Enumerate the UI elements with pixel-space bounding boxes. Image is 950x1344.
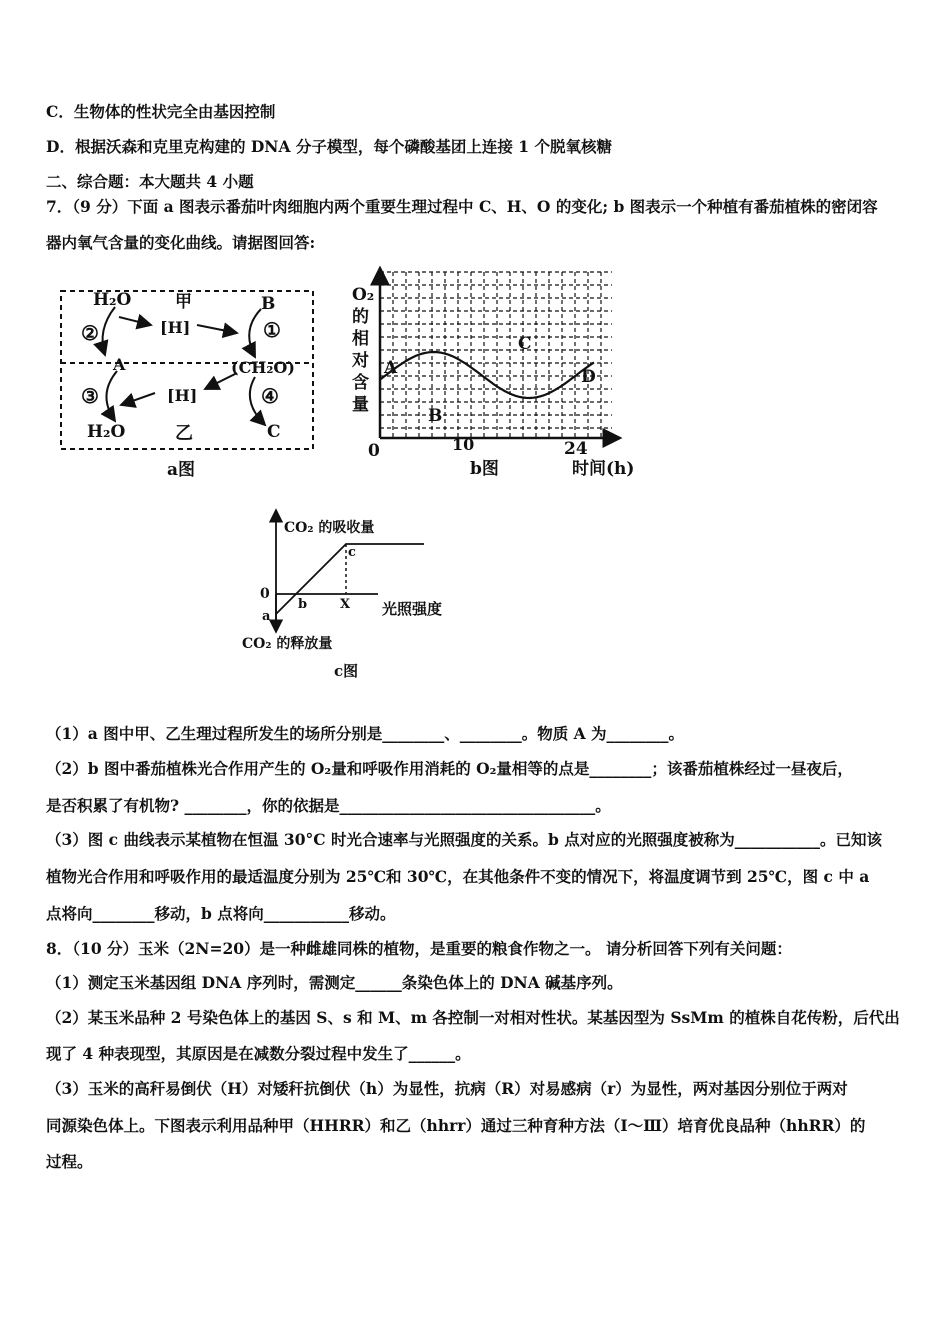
fig-a-h2o-top: H₂O: [93, 290, 132, 310]
q7-part-3-line-2: 植物光合作用和呼吸作用的最适温度分别为 25℃和 30℃，在其他条件不变的情况下，将温度调节到 25℃，图 c 中 a: [46, 867, 870, 886]
fig-b-ylabel-2: 的: [352, 307, 369, 327]
fig-a-arrow-ch2o-h: [205, 373, 237, 389]
fig-b-point-d: D: [581, 367, 596, 387]
fig-c-origin: 0: [260, 586, 270, 602]
fig-c-point-a: a: [262, 609, 271, 624]
q7-part-3-line-1: （3）图 c 曲线表示某植物在恒温 30°C 时光合速率与光照强度的关系。b 点对应的光照强度被称为___________。已知该: [46, 830, 882, 849]
fig-a-arrow-a-h2o: [106, 371, 117, 421]
fig-b-tick-24: 24: [564, 439, 588, 459]
fig-b-point-b: B: [428, 406, 443, 426]
fig-a-h-bottom: [H]: [167, 386, 198, 405]
fig-a-jia: 甲: [175, 292, 192, 312]
fig-b-point-c: C: [518, 334, 532, 354]
q7-stem-line-1: 7．（9 分）下面 a 图表示番茄叶肉细胞内两个重要生理过程中 C、H、O 的变化; b 图表示一个种植有番茄植株的密闭容: [46, 197, 878, 216]
fig-a-b: B: [261, 294, 276, 314]
fig-a-h-top: [H]: [160, 318, 191, 337]
option-d: D．根据沃森和克里克构建的 DNA 分子模型，每个磷酸基团上连接 1 个脱氧核糖: [46, 137, 612, 156]
q8-stem: 8．（10 分）玉米（2N=20）是一种雌雄同株的植物，是重要的粮食作物之一。 请分析回答下列有关问题：: [46, 939, 792, 958]
fig-b-ylabel-4: 对: [352, 351, 369, 371]
fig-a-n2: ②: [81, 321, 99, 345]
q8-part-1: （1）测定玉米基因组 DNA 序列时，需测定______条染色体上的 DNA 碱基序列。: [46, 973, 623, 992]
q8-part-2-line-1: （2）某玉米品种 2 号染色体上的基因 S、s 和 M、m 各控制一对相对性状。某基因型为 SsMm 的植株自花传粉，后代出: [46, 1008, 900, 1027]
fig-b-ylabel-6: 量: [352, 395, 369, 415]
fig-a-yi: 乙: [175, 423, 193, 444]
q8-part-3-line-1: （3）玉米的高秆易倒伏（H）对矮秆抗倒伏（h）为显性，抗病（R）对易感病（r）为显性，两对基因分别位于两对: [46, 1079, 848, 1098]
fig-a-arrow-h2o-h: [119, 317, 151, 325]
fig-b-ylabel-1: O₂: [352, 285, 375, 305]
fig-c-point-c: c: [348, 545, 356, 560]
fig-b-origin: 0: [368, 441, 380, 461]
fig-c-caption: c图: [334, 662, 359, 680]
fig-b-ylabel-5: 含: [352, 373, 369, 393]
fig-a-n4: ④: [261, 384, 279, 408]
figure-b: [340, 262, 660, 484]
q7-part-2-line-1: （2）b 图中番茄植株光合作用产生的 O₂量和呼吸作用消耗的 O₂量相等的点是________；该番茄植株经过一昼夜后，: [46, 759, 853, 778]
fig-c-xlabel: 光照强度: [382, 600, 443, 618]
q8-part-2-line-2: 现了 4 种表现型，其原因是在减数分裂过程中发生了______。: [46, 1044, 471, 1063]
figure-a: [55, 285, 325, 485]
fig-a-arrow-h-ch2o: [197, 325, 237, 333]
fig-c-ylabel-top: CO₂ 的吸收量: [284, 520, 375, 536]
fig-b-grid: [380, 272, 612, 438]
figure-c: [238, 506, 468, 684]
fig-a-caption: a图: [167, 460, 196, 480]
fig-c-ylabel-bottom: CO₂ 的释放量: [242, 636, 333, 652]
q7-part-3-line-3: 点将向________移动，b 点将向___________移动。: [46, 904, 396, 923]
fig-a-arrow-b-ch2o: [249, 309, 261, 357]
fig-a-n3: ③: [81, 384, 99, 408]
fig-a-ch2o: (CH₂O): [231, 358, 295, 377]
option-c: C．生物体的性状完全由基因控制: [46, 102, 276, 121]
fig-c-point-b: b: [298, 597, 308, 612]
fig-a-h2o-bottom: H₂O: [87, 422, 126, 442]
q7-part-1: （1）a 图中甲、乙生理过程所发生的场所分别是________、________。物质 A 为________。: [46, 724, 685, 743]
fig-a-arrow-h-h2o: [121, 393, 155, 405]
fig-b-caption: b图: [470, 459, 499, 479]
q8-part-3-line-2: 同源染色体上。下图表示利用品种甲（HHRR）和乙（hhrr）通过三种育种方法（Ⅰ～Ⅲ）培育优良品种（hhRR）的: [46, 1116, 866, 1135]
q7-stem-line-2: 器内氧气含量的变化曲线。请据图回答:: [46, 233, 316, 252]
fig-b-point-a: A: [384, 358, 398, 378]
section-heading: 二、综合题：本大题共 4 小题: [46, 172, 254, 191]
fig-a-a: A: [113, 355, 126, 374]
fig-b-xlabel: 时间(h): [572, 459, 635, 479]
q7-part-2-line-2: 是否积累了有机物? ________，你的依据是_________________________________。: [46, 796, 611, 815]
q8-part-3-line-3: 过程。: [46, 1152, 93, 1171]
fig-b-tick-10: 10: [452, 435, 475, 454]
fig-a-n1: ①: [263, 318, 281, 342]
fig-a-c: C: [267, 422, 281, 442]
fig-a-arrow-h2o-a: [103, 307, 115, 355]
fig-b-ylabel-3: 相: [352, 329, 369, 349]
fig-c-point-x: X: [340, 597, 351, 612]
